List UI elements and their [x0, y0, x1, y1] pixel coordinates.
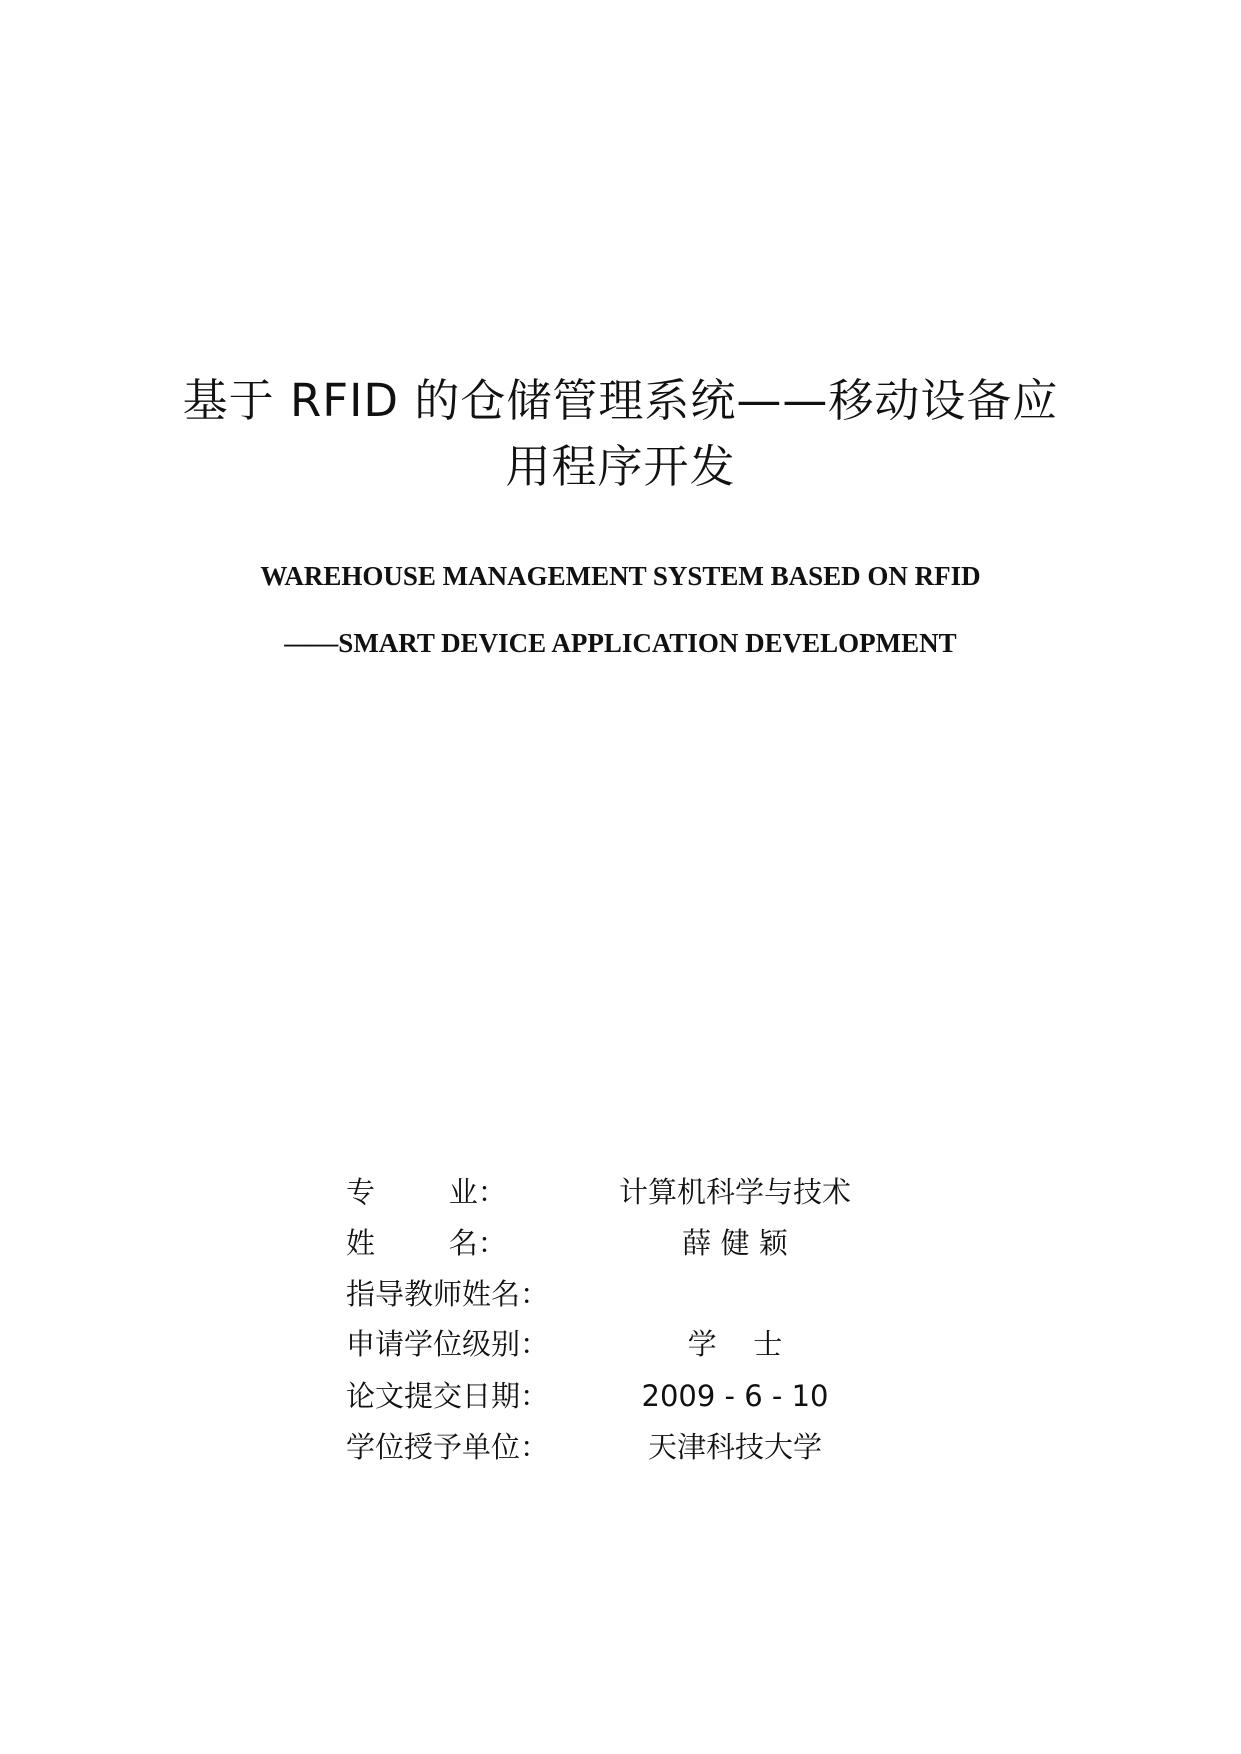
english-title-line-1: WAREHOUSE MANAGEMENT SYSTEM BASED ON RFID [260, 561, 981, 591]
degree-university-value: 天津科技大学 [647, 1430, 822, 1464]
chinese-title-line-1: 基于 RFID 的仓储管理系统——移动设备应 [182, 374, 1059, 427]
submission-date-value: 2009 - 6 - 10 [641, 1379, 829, 1413]
english-title-line-2: ——SMART DEVICE APPLICATION DEVELOPMENT [284, 628, 957, 658]
major-label: 专 业： [346, 1175, 507, 1209]
degree-level-value: 学 士 [687, 1327, 783, 1361]
advisor-label: 指导教师姓名： [346, 1277, 550, 1311]
chinese-title-line-2: 用程序开发 [505, 440, 736, 493]
name-value: 薛 健 颖 [682, 1226, 788, 1260]
degree-level-label: 申请学位级别： [346, 1327, 550, 1361]
submission-date-label: 论文提交日期： [346, 1379, 550, 1413]
major-value: 计算机科学与技术 [618, 1175, 851, 1209]
degree-university-label: 学位授予单位： [346, 1430, 550, 1464]
name-label: 姓 名： [346, 1226, 507, 1260]
